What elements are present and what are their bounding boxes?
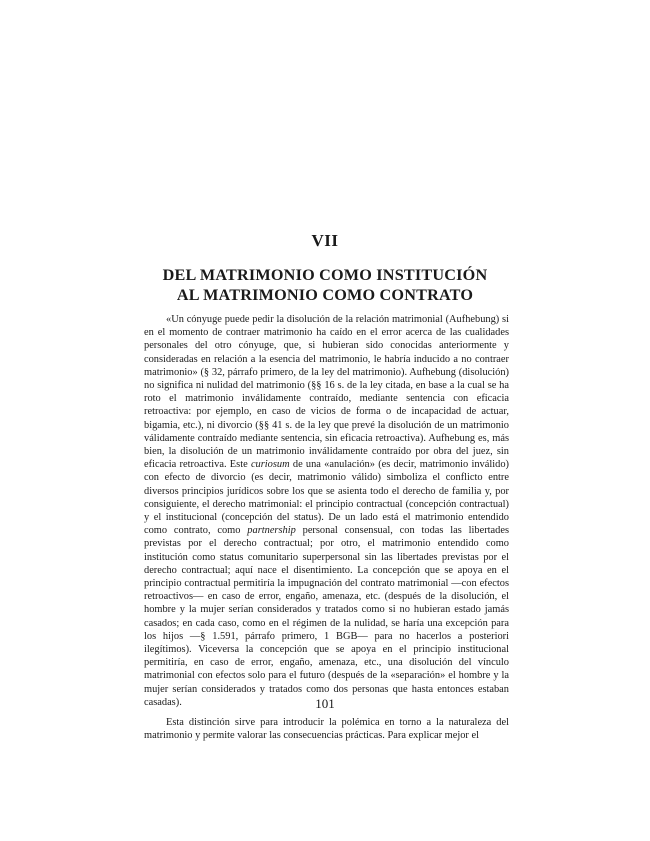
chapter-number: VII <box>311 231 339 250</box>
chapter-title-line-1: DEL MATRIMONIO COMO INSTITUCIÓN <box>162 266 488 284</box>
paragraph-1-part-1: «Un cónyuge puede pedir la disolución de la relación matrimonial (Aufhebung) si en el momento de contraer matrimonio ha caído en el error acerca de las cualidades personales del otro cónyuge, que, si hubieran sido conocidas anteriormente y consideradas en relación a la esencia del matrimonio, le habría inducido a no contraer matrimonio» (§ 32, párrafo primero, de la ley del matrimonio). Aufhebung (disolución) no significa ni nulidad del matrimonio (§§ 16 s. de la ley citada, en base a la cual se ha roto el matrimonio inválidamente contraído, mediante sentencia con eficacia retroactiva: por ejemplo, en caso de vicios de forma o de incapacidad de actuar, bigamia, etc.), ni divorcio (§§ 41 s. de la ley que prevé la disolución de un matrimonio válidamente contraído mediante sentencia, sin eficacia retroactiva). Aufhebung es, más bien, la disolución de un matrimonio inválidamente contraído por obra del juez, sin eficacia retroactiva. Este <box>144 314 509 471</box>
paragraph-1-italic-partnership: partnership <box>247 525 296 537</box>
chapter-title <box>0 265 650 305</box>
paragraph-1 <box>144 313 509 709</box>
paragraph-1-part-3: personal consensual, con todas las libertades previstas por el derecho contractual; por otro, el matrimonio entendido como institución como status comunitario superpersonal sin las libertades previstas por el derecho contractual; aquí nace el disentimiento. La concepción que se apoya en el principio contractual permitiría la impugnación del contrato matrimonial —con efectos retroactivos— en caso de error, engaño, amenaza, etc. (después de la disolución, el hombre y la mujer serían considerados y tratados como si no hubieran estado jamás casados; en cada caso, como en el régimen de la nulidad, se haría una excepción para los hijos —§ 1.591, párrafo primero, 1 BGB— para no hacerlos a posteriori ilegítimos). Viceversa la concepción que se apoya en el principio institucional permitiría, en caso de error, engaño, amenaza, etc., una disolución del vínculo matrimonial con efectos solo para el futuro (después de la «separación» el hombre y la mujer serían considerados y tratados como dos personas que hasta entonces estaban casadas). <box>144 525 510 708</box>
paragraph-1-italic-curiosum: curiosum <box>250 459 290 471</box>
page-number: 101 <box>315 696 335 711</box>
chapter-title-line-2: AL MATRIMONIO COMO CONTRATO <box>176 286 474 304</box>
body-text <box>144 313 509 743</box>
paragraph-2: Esta distinción sirve para introducir la polémica en torno a la naturaleza del matrimonio y permite valorar las consecuencias prácticas. Para explicar mejor el <box>144 717 509 742</box>
paragraph-1-part-2: de una «anulación» (es decir, matrimonio inválido) con efecto de divorcio (es decir, matrimonio válido) simboliza el conflicto entre diversos principios jurídicos sobre los que se asienta todo el derecho de familia y, por consiguiente, el derecho matrimonial: el principio contractual (concepción contractual) y el institucional (concepción del status). De un lado está el matrimonio entendido como contrato, como <box>144 459 509 537</box>
